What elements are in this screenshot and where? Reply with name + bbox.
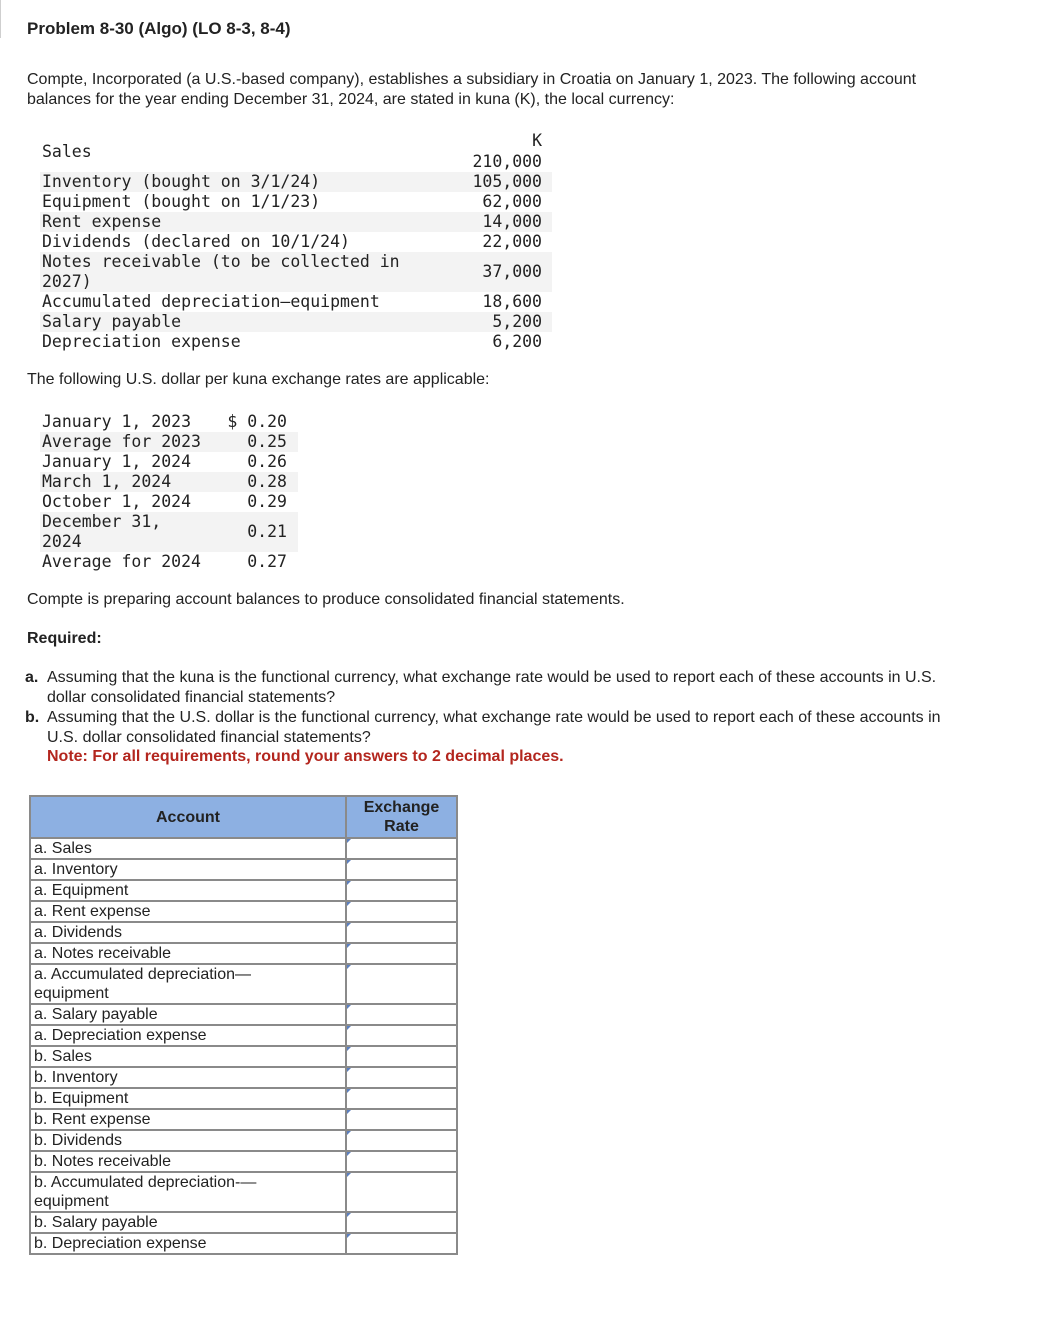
currency-header: K xyxy=(532,131,542,150)
exchange-rate-cell xyxy=(346,1172,457,1212)
rate-date: October 1, 2024 xyxy=(42,492,192,511)
answer-account-label: b. Depreciation expense xyxy=(30,1233,346,1254)
answer-account-label: a. Dividends xyxy=(30,922,346,943)
exchange-rate-cell xyxy=(346,1109,457,1130)
balance-amount: 37,000 xyxy=(482,262,542,281)
rate-date: December 31, 2024 xyxy=(42,512,162,551)
balance-account: Sales xyxy=(42,142,92,161)
answer-row xyxy=(30,1172,457,1212)
answer-body xyxy=(30,838,457,1254)
answer-account-label: b. Salary payable xyxy=(30,1212,346,1233)
exchange-rate-input[interactable] xyxy=(347,1006,456,1023)
answer-account-label: a. Inventory xyxy=(30,859,346,880)
answer-account-label: a. Depreciation expense xyxy=(30,1025,346,1046)
exchange-rate-cell xyxy=(346,1151,457,1172)
exchange-rate-input[interactable] xyxy=(347,1069,456,1086)
balance-account: Equipment (bought on 1/1/23) xyxy=(42,192,321,211)
balance-account: Depreciation expense xyxy=(42,332,241,351)
balance-amount: 14,000 xyxy=(482,212,542,231)
answer-row xyxy=(30,1004,457,1025)
exchange-rate-cell xyxy=(346,1212,457,1233)
answer-account-label: a. Rent expense xyxy=(30,901,346,922)
balance-account: Notes receivable (to be collected in 2027) xyxy=(42,252,400,291)
exchange-rate-cell xyxy=(346,1088,457,1109)
left-divider xyxy=(0,0,1,38)
exchange-rate-cell xyxy=(346,964,457,1004)
exchange-rate-input[interactable] xyxy=(347,903,456,920)
rate-row xyxy=(40,452,298,472)
rate-value: 0.28 xyxy=(247,472,287,491)
answer-header-row xyxy=(30,796,457,838)
answer-row xyxy=(30,838,457,859)
exchange-rate-cell xyxy=(346,1067,457,1088)
exchange-rate-input[interactable] xyxy=(347,882,456,899)
exchange-rate-input[interactable] xyxy=(347,966,456,1002)
answer-row xyxy=(30,964,457,1004)
exchange-rate-input[interactable] xyxy=(347,1174,456,1210)
balance-account: Inventory (bought on 3/1/24) xyxy=(42,172,321,191)
rate-row xyxy=(40,492,298,512)
balance-account: Accumulated depreciation—equipment xyxy=(42,292,380,311)
rate-value: 0.27 xyxy=(247,552,287,571)
answer-row xyxy=(30,1130,457,1151)
answer-account-label: a. Accumulated depreciation— equipment xyxy=(30,964,346,1004)
balance-amount: 62,000 xyxy=(482,192,542,211)
rate-row xyxy=(40,552,298,572)
exchange-rate-cell xyxy=(346,859,457,880)
exchange-rate-cell xyxy=(346,1046,457,1067)
requirement-letter: a. xyxy=(25,669,39,686)
exchange-rate-cell xyxy=(346,922,457,943)
balance-amount: 6,200 xyxy=(492,332,542,351)
balance-account: Dividends (declared on 10/1/24) xyxy=(42,232,350,251)
answer-row xyxy=(30,1151,457,1172)
balance-row xyxy=(40,332,552,352)
exchange-rate-input[interactable] xyxy=(347,1048,456,1065)
rate-date: Average for 2023 xyxy=(42,432,201,451)
answer-row xyxy=(30,1046,457,1067)
rate-value: 0.26 xyxy=(247,452,287,471)
exchange-rate-input[interactable] xyxy=(347,1090,456,1107)
required-label: Required: xyxy=(27,630,102,647)
rates-intro: The following U.S. dollar per kuna exchange rates are applicable: xyxy=(27,371,490,388)
rate-row xyxy=(40,512,298,552)
rate-date: Average for 2024 xyxy=(42,552,201,571)
rate-value: $ 0.20 xyxy=(227,412,287,431)
exchange-rate-input[interactable] xyxy=(347,1027,456,1044)
answer-account-label: a. Sales xyxy=(30,838,346,859)
answer-account-label: a. Notes receivable xyxy=(30,943,346,964)
answer-row xyxy=(30,1025,457,1046)
exchange-rate-input[interactable] xyxy=(347,1235,456,1252)
rate-value: 0.21 xyxy=(247,522,287,541)
exchange-rate-input[interactable] xyxy=(347,945,456,962)
answer-account-label: b. Accumulated depreciation-— equipment xyxy=(30,1172,346,1212)
balance-row xyxy=(40,292,552,312)
exchange-rate-input[interactable] xyxy=(347,1214,456,1231)
answer-row xyxy=(30,922,457,943)
rate-value: 0.29 xyxy=(247,492,287,511)
exchange-rate-cell xyxy=(346,1233,457,1254)
balance-row xyxy=(40,252,552,292)
exchange-rate-cell xyxy=(346,943,457,964)
answer-account-label: b. Inventory xyxy=(30,1067,346,1088)
answer-account-label: b. Dividends xyxy=(30,1130,346,1151)
answer-row xyxy=(30,859,457,880)
balance-row xyxy=(40,172,552,192)
exchange-rate-input[interactable] xyxy=(347,1111,456,1128)
answer-account-label: a. Salary payable xyxy=(30,1004,346,1025)
exchange-rate-input[interactable] xyxy=(347,924,456,941)
requirement-letter: b. xyxy=(25,709,40,726)
answer-account-label: b. Sales xyxy=(30,1046,346,1067)
exchange-rate-input[interactable] xyxy=(347,840,456,857)
answer-row xyxy=(30,901,457,922)
balance-row xyxy=(40,312,552,332)
exchange-rate-column-header xyxy=(346,796,457,838)
problem-title: Problem 8-30 (Algo) (LO 8-3, 8-4) xyxy=(27,19,291,38)
answer-row xyxy=(30,1212,457,1233)
requirement-a xyxy=(25,668,985,708)
rate-row xyxy=(40,472,298,492)
answer-row xyxy=(30,1067,457,1088)
account-column-header: Account xyxy=(30,796,346,838)
balance-amount: 22,000 xyxy=(482,232,542,251)
exchange-rate-input[interactable] xyxy=(347,1132,456,1149)
answer-account-label: b. Notes receivable xyxy=(30,1151,346,1172)
answer-row xyxy=(30,1109,457,1130)
problem-intro: Compte, Incorporated (a U.S.-based company), establishes a subsidiary in Croatia on January 1, 2023. The following account balances for the year ending December 31, 2024, are stated in kuna (K), the local currency: xyxy=(27,71,917,108)
exchange-rate-input[interactable] xyxy=(347,861,456,878)
answer-row xyxy=(30,943,457,964)
requirement-text: Assuming that the kuna is the functional currency, what exchange rate would be used to report each of these accounts in U.S. dollar consolidated financial statements? xyxy=(47,669,937,706)
rounding-note: Note: For all requirements, round your answers to 2 decimal places. xyxy=(47,748,564,765)
balance-row xyxy=(40,142,552,172)
balance-account: Rent expense xyxy=(42,212,162,231)
requirement-b xyxy=(25,708,985,748)
rate-date: January 1, 2023 xyxy=(42,412,192,431)
exchange-rate-cell xyxy=(346,901,457,922)
balance-amount: 210,000 xyxy=(472,152,542,171)
balance-amount: 105,000 xyxy=(472,172,542,191)
exchange-rate-cell xyxy=(346,838,457,859)
exchange-rate-cell xyxy=(346,1004,457,1025)
rate-row xyxy=(40,412,298,432)
exchange-rate-cell xyxy=(346,880,457,901)
requirement-text: Assuming that the U.S. dollar is the functional currency, what exchange rate would be used to report each of these accounts in U.S. dollar consolidated financial statements? xyxy=(47,709,941,746)
answer-account-label: a. Equipment xyxy=(30,880,346,901)
answer-account-label: b. Equipment xyxy=(30,1088,346,1109)
preparing-text: Compte is preparing account balances to produce consolidated financial statements. xyxy=(27,591,625,608)
rate-date: March 1, 2024 xyxy=(42,472,172,491)
rate-value: 0.25 xyxy=(247,432,287,451)
answer-row xyxy=(30,1233,457,1254)
rate-date: January 1, 2024 xyxy=(42,452,192,471)
balance-row xyxy=(40,192,552,212)
balance-row xyxy=(40,232,552,252)
answer-account-label: b. Rent expense xyxy=(30,1109,346,1130)
exchange-rate-header-text: Exchange Rate xyxy=(363,799,440,835)
balance-row xyxy=(40,212,552,232)
exchange-rate-cell xyxy=(346,1025,457,1046)
rate-row xyxy=(40,432,298,452)
exchange-rate-input[interactable] xyxy=(347,1153,456,1170)
balance-amount: 18,600 xyxy=(482,292,542,311)
answer-row xyxy=(30,1088,457,1109)
exchange-rate-cell xyxy=(346,1130,457,1151)
answer-row xyxy=(30,880,457,901)
balance-account: Salary payable xyxy=(42,312,182,331)
balance-amount: 5,200 xyxy=(492,312,542,331)
answer-table xyxy=(29,795,458,1255)
